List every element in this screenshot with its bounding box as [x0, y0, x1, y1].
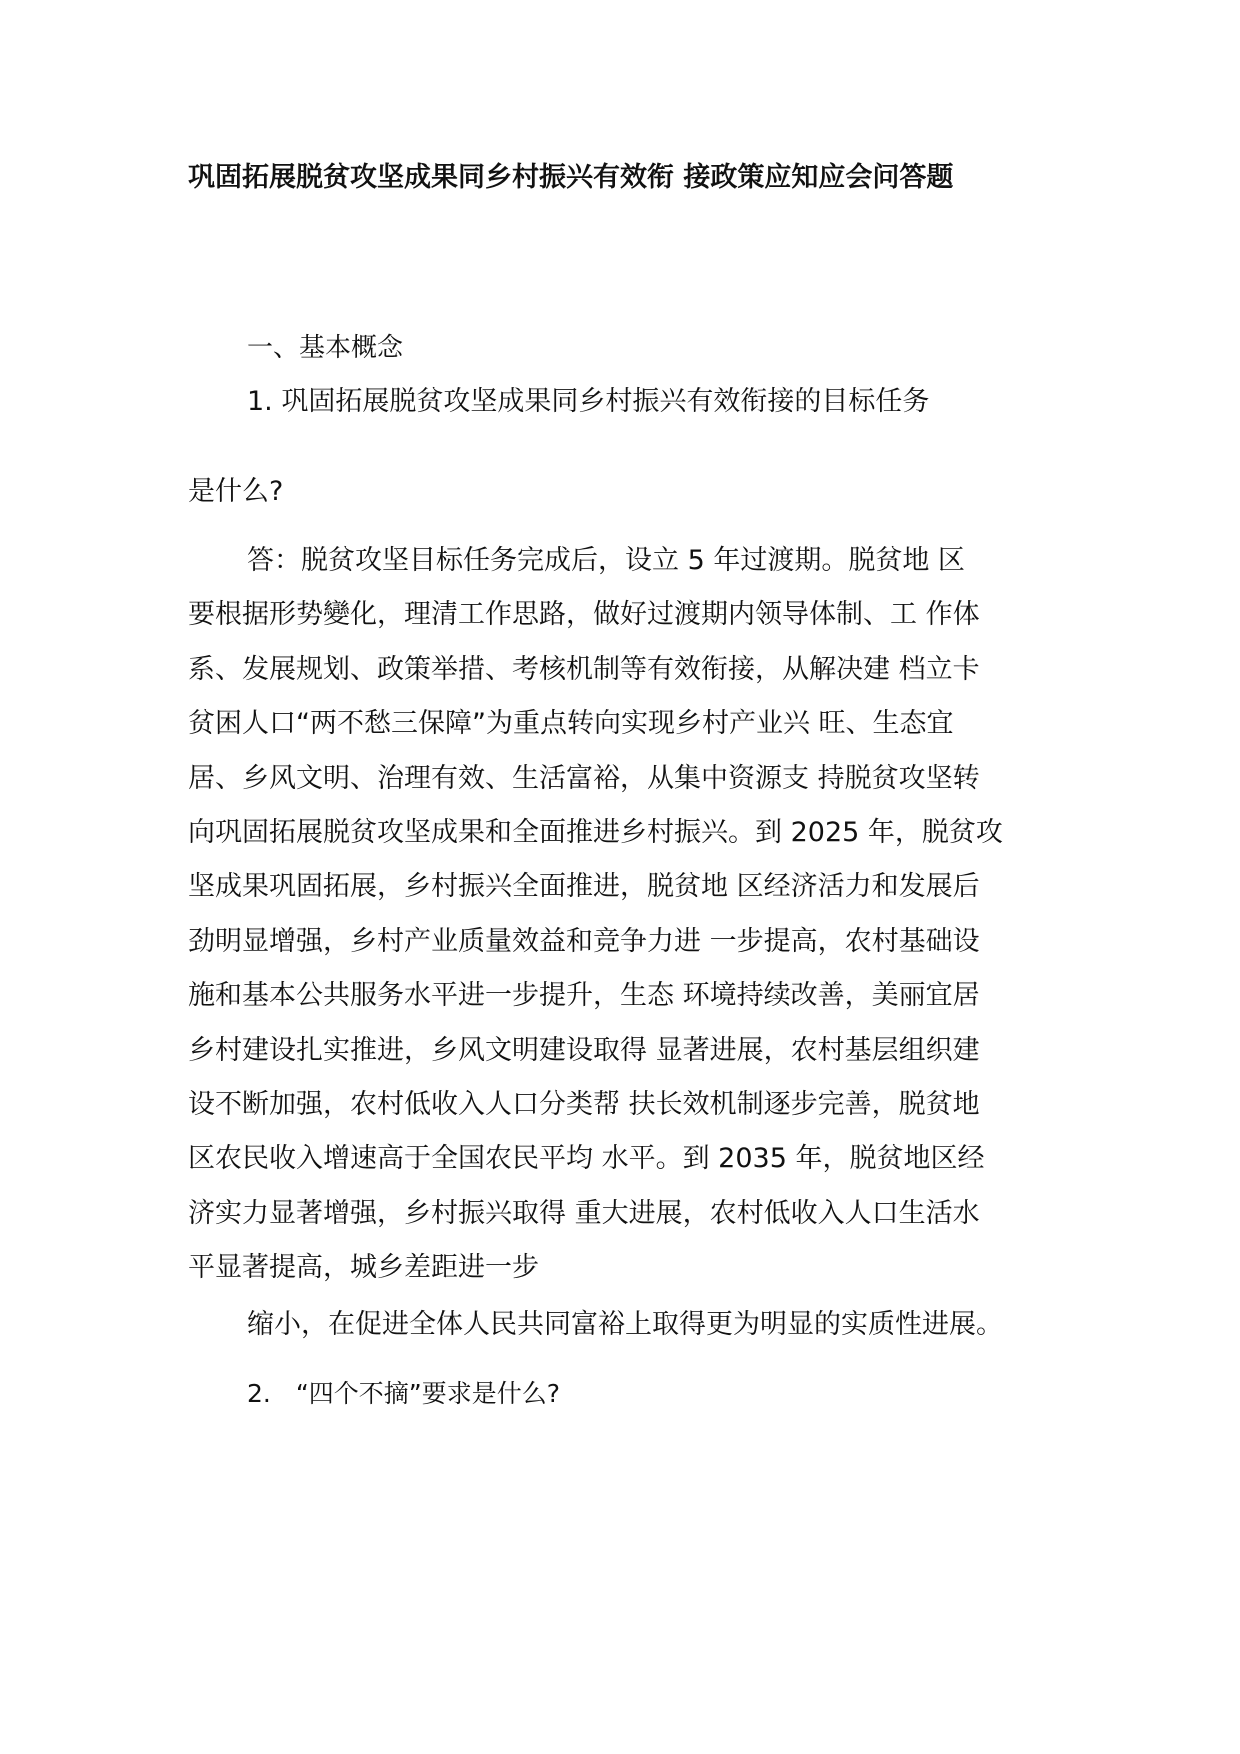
- question-1-line-2: 是什么?: [188, 476, 284, 507]
- answer-line: 答：脱贫攻坚目标任务完成后，设立 5 年过渡期。脱贫地 区: [247, 545, 965, 576]
- answer-line: 向巩固拓展脱贫攻坚成果和全面推进乡村振兴。到 2025 年，脱贫攻: [188, 816, 1003, 848]
- question-1-line-1: 1. 巩固拓展脱贫攻坚成果同乡村振兴有效衔接的目标任务: [247, 386, 930, 417]
- answer-line: 施和基本公共服务水平进一步提升，生态 环境持续改善，美丽宜居: [188, 980, 980, 1012]
- answer-1-tail: 缩小，在促进全体人民共同富裕上取得更为明显的实质性进展。: [247, 1309, 1003, 1340]
- section-heading: 一、基本概念: [247, 333, 404, 363]
- answer-line: 区农民收入增速高于全国农民平均 水平。到 2035 年，脱贫地区经: [188, 1143, 985, 1175]
- answer-line: 平显著提高，城乡差距进一步: [188, 1252, 539, 1284]
- answer-line: 劲明显增强，乡村产业质量效益和竞争力进 一步提高，农村基础设: [188, 925, 980, 957]
- answer-line: 贫困人口“两不愁三保障”为重点转向实现乡村产业兴 旺、生态宜: [188, 708, 954, 740]
- answer-line: 要根据形势變化，理清工作思路，做好过渡期内领导体制、工 作体: [188, 599, 980, 631]
- answer-1-paragraph: [188, 534, 1068, 1295]
- answer-line: 乡村建设扎实推进，乡风文明建设取得 显著进展，农村基层组织建: [188, 1034, 980, 1066]
- answer-line: 坚成果巩固拓展，乡村振兴全面推进，脱贫地 区经济活力和发展后: [188, 871, 980, 903]
- answer-line: 济实力显著增强，乡村振兴取得 重大进展，农村低收入人口生活水: [188, 1197, 980, 1229]
- document-title: 巩固拓展脱贫攻坚成果同乡村振兴有效衔 接政策应知应会问答题: [188, 162, 954, 193]
- answer-line: 设不断加强，农村低收入人口分类帮 扶长效机制逐步完善，脱贫地: [188, 1088, 980, 1120]
- question-2: 2. “四个不摘”要求是什么?: [247, 1379, 561, 1408]
- answer-line: 居、乡风文明、治理有效、生活富裕，从集中资源支 持脱贫攻坚转: [188, 762, 980, 794]
- answer-line: 系、发展规划、政策举措、考核机制等有效衔接，从解决建 档立卡: [188, 653, 980, 685]
